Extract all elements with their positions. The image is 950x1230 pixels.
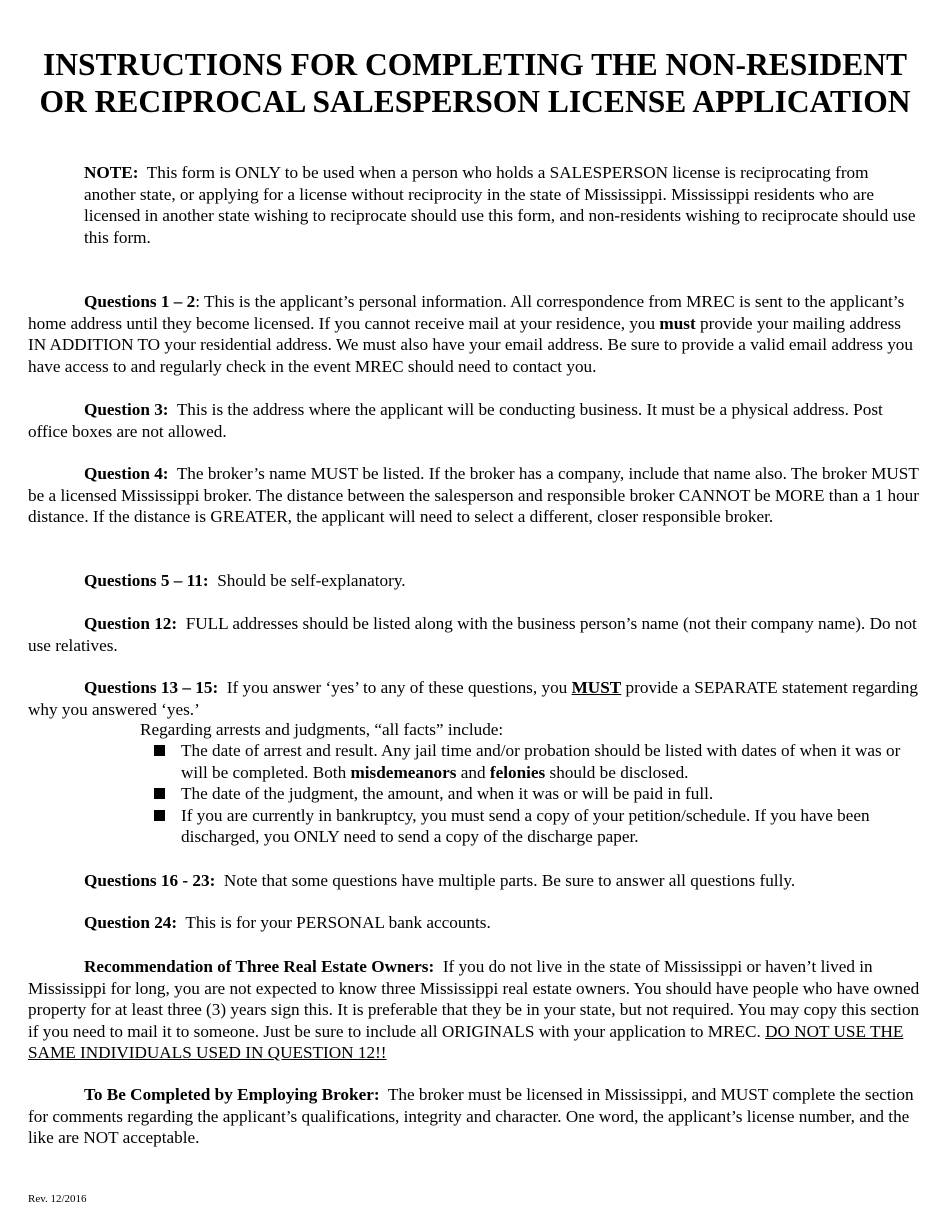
square-bullet-icon xyxy=(154,788,165,799)
question-3-paragraph: Question 3: This is the address where the applicant will be conducting business. It must be a physical address. Post office boxes are not allowed. xyxy=(28,400,883,441)
revision-date: Rev. 12/2016 xyxy=(28,1193,87,1205)
must-emphasis: must xyxy=(659,313,696,333)
questions-16-23-paragraph: Questions 16 - 23: Note that some questions have multiple parts. Be sure to answer all questions fully. xyxy=(84,871,796,890)
questions-13-15-paragraph: Questions 13 – 15: If you answer ‘yes’ to any of these questions, you MUST provide a SEPARATE statement regarding why you answered ‘yes.’ xyxy=(28,678,918,719)
list-item: The date of the judgment, the amount, and when it was or will be paid in full. xyxy=(152,783,922,805)
questions-13-15-label: Questions 13 – 15: xyxy=(84,678,219,697)
question-12-label: Question 12: xyxy=(84,614,178,633)
employing-broker-label: To Be Completed by Employing Broker: xyxy=(84,1085,380,1104)
questions-1-2-label: Questions 1 – 2 xyxy=(84,292,196,311)
recommendation-warning: DO NOT USE THE SAME INDIVIDUALS USED IN QUESTION 12!! xyxy=(28,1021,904,1062)
questions-5-11-label: Questions 5 – 11: xyxy=(84,571,209,590)
list-item: The date of arrest and result. Any jail time and/or probation should be listed with dates of when it was or will be completed. Both misdemeanors and felonies should be disclosed. xyxy=(152,740,922,783)
recommendation-label: Recommendation of Three Real Estate Owners: xyxy=(84,957,435,976)
note-label: NOTE: xyxy=(84,163,139,182)
facts-list xyxy=(152,740,922,848)
facts-intro: Regarding arrests and judgments, “all facts” include: xyxy=(140,720,504,739)
title-line-1: INSTRUCTIONS FOR COMPLETING THE NON-RESIDENT xyxy=(42,47,908,82)
note-paragraph xyxy=(84,162,924,248)
title-line-2: OR RECIPROCAL SALESPERSON LICENSE APPLICATION xyxy=(39,84,911,119)
page-title xyxy=(0,46,950,120)
must-underlined: MUST xyxy=(571,678,622,697)
questions-16-23-label: Questions 16 - 23: xyxy=(84,871,216,890)
questions-1-2-paragraph: Questions 1 – 2: This is the applicant’s personal information. All correspondence from MREC is sent to the applicant’s home address until they become licensed. If you cannot receive mail at your residence, you must provide your mailing address IN ADDITION TO your residential address. We must also have your email address. Be sure to provide a valid email address you have access to and regularly check in the event MREC should need to contact you. xyxy=(28,292,913,376)
questions-5-11-paragraph: Questions 5 – 11: Should be self-explanatory. xyxy=(84,571,406,590)
question-4-label: Question 4: xyxy=(84,464,169,483)
square-bullet-icon xyxy=(154,810,165,821)
recommendation-paragraph: Recommendation of Three Real Estate Owners: If you do not live in the state of Mississippi or haven’t lived in Mississippi for long, you are not expected to know three Mississippi real estate owners. You should have people who have owned property for at least three (3) years sign this. It is preferable that they be in your state, but not required. You may copy this section if you need to mail it to someone. Just be sure to include all ORIGINALS with your application to MREC. DO NOT USE THE SAME INDIVIDUALS USED IN QUESTION 12!! xyxy=(28,957,920,1062)
question-3-label: Question 3: xyxy=(84,400,169,419)
question-24-label: Question 24: xyxy=(84,913,178,932)
question-12-paragraph: Question 12: FULL addresses should be listed along with the business person’s name (not their company name). Do not use relatives. xyxy=(28,614,917,655)
note-text: This form is ONLY to be used when a person who holds a SALESPERSON license is reciprocating from another state, or applying for a license without reciprocity in the state of Mississippi. Mississippi residents who are licensed in another state wishing to reciprocate should use this form, and non-residents wishing to reciprocate should use this form. xyxy=(84,163,916,247)
square-bullet-icon xyxy=(154,745,165,756)
list-item: If you are currently in bankruptcy, you must send a copy of your petition/schedule. If you have been discharged, you ONLY need to send a copy of the discharge paper. xyxy=(152,805,922,848)
employing-broker-paragraph: To Be Completed by Employing Broker: The broker must be licensed in Mississippi, and MUST complete the section for comments regarding the applicant’s qualifications, integrity and character. One word, the applicant’s license number, and the like are NOT acceptable. xyxy=(28,1085,914,1147)
question-24-paragraph: Question 24: This is for your PERSONAL bank accounts. xyxy=(84,913,491,932)
question-4-paragraph: Question 4: The broker’s name MUST be listed. If the broker has a company, include that name also. The broker MUST be a licensed Mississippi broker. The distance between the salesperson and responsible broker CANNOT be MORE than a 1 hour distance. If the distance is GREATER, the applicant will need to select a different, closer responsible broker. xyxy=(28,464,920,526)
